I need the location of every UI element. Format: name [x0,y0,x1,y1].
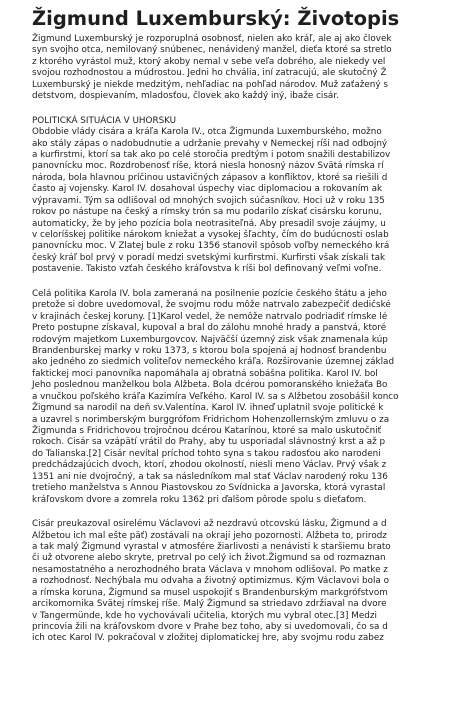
text-line: svojou rozhodnostou a múdrostou. Jedni ho chvália, iní zatracujú, ale skutočný Ž [32,68,387,79]
text-line: ich otec Karol IV. pokračoval v zložitej diplomatickej hre, aby svojmu rodu zabez [32,633,384,644]
text-line: a uzavrel s norimberským burggrófom Fridrichom Hohenzollernským zmluvu o za [32,414,390,425]
text-line: v Tangermünde, kde ho vychovávali učitelia, ktorých mu vybral otec.[3] Medzi [32,610,377,621]
text-line: výpravami. Tým sa odlišoval od mnohých svojich súčasníkov. Hoci už v roku 135 [32,195,385,206]
text-line: 1351 ani nie dvojročný, a tak sa následníkom mal stať Václav narodený roku 136 [32,471,388,482]
text-line: rokoch. Cisár sa vzápätí vrátil do Prahy, aby tu usporiadal slávnostný krst a až p [32,437,386,448]
text-line: Brandenburskej marky v roku 1373, s ktorou bola spojená aj hodnosť brandenbu [32,345,387,356]
text-line: Obdobie vlády cisára a kráľa Karola IV., otca Žigmunda Luxemburského, možno [32,127,382,138]
text-line: český kráľ bol prvý v poradí medzi svetskými kurfirstmi. Kurfirsti však získali tak [32,252,386,263]
text-line: princovia žili na kráľovskom dvore v Prahe bez toho, aby si uvedomovali, čo sa d [32,622,388,632]
paragraph-1 [32,127,450,276]
text-line: a rímska koruna, Žigmund sa musel uspokojiť s Brandenburským markgrófstvom [32,587,388,598]
text-line: nesamostatného a nerozhodného brata Václava v mnohom odlišoval. Po matke z [32,564,388,575]
text-line: Žigmunda s Fridrichovou trojročnou dcérou Katarínou, ktoré sa malo uskutočniť [32,426,382,436]
text-line: Luxemburský je niekde medzitým, nehľadiac na pohľad národov. Muž zaťažený s [32,79,388,90]
text-line: Žigmund Luxemburský je rozporuplná osobnosť, nielen ako kráľ, ale aj ako človek [32,34,392,44]
text-line: faktickej moci panovníka napomáhala aj obratná sobášna politika. Karol IV. bol [32,368,378,379]
text-line: postavenie. Takisto vzťah českého kráľovstva k ríši bol definovaný veľmi voľne. [32,264,382,275]
paragraph-gap [32,506,450,519]
intro-paragraph [32,34,450,103]
text-line: a tak malý Žigmund vyrastal v atmosfére žiarlivosti a nenávisti k staršiemu brato [32,541,391,552]
paragraph-3 [32,519,450,645]
text-line: syn svojho otca, nemilovaný snúbenec, nenávidený manžel, dieťa ktoré sa stretlo [32,45,392,56]
text-line: či už otvorene alebo skryte, pretrval po celý ich život.Žigmund sa od rozmaznan [32,553,386,564]
text-line: ako stály zápas o nadobudnutie a udržanie prevahy v Nemeckej ríši nad odbojný [32,138,388,149]
text-line: často aj vojensky. Karol IV. dosahoval úspechy viac diplomaciou a rokovaním ak [32,184,383,195]
text-line: do Talianska.[2] Cisár nevítal príchod tohto syna s takou radosťou ako narodeni [32,448,381,459]
text-line: Cisár preukazoval osirelému Václavovi až nezdravú otcovskú lásku, Žigmund a d [32,519,387,530]
text-line: automaticky, že by jeho pozícia bola neotrasiteľná. Aby presadil svoje záujmy, u [32,218,386,229]
text-line: Preto postupne získaval, kupoval a bral do zálohu mnohé hrady a panstvá, ktoré [32,323,387,334]
text-line: ako jedného zo siedmich voliteľov nemeckého kráľa. Rozširovanie územnej základ [32,357,395,368]
text-line: pretože si dobre uvedomoval, že svojmu rodu môže natrvalo zabezpečiť dedičské [32,300,391,311]
text-line: v krajinách českej koruny. [1]Karol vedel, že nemôže natrvalo podriadiť rímske lé [32,311,388,322]
text-line: a kurfirstmi, ktorí sa tak ako po celé storočia predtým i potom snažili destabilizov [32,149,391,160]
text-line: tretieho manželstva s Annou Piastovskou zo Svídnicka a Javorska, ktorá vyrastal [32,483,386,494]
text-line: arcikomornika Svätej rímskej ríše. Malý Žigmund sa striedavo zdržiaval na dvore [32,599,387,610]
article-body [32,34,450,645]
page-title: Žigmund Luxemburský: Životopis [32,7,400,30]
text-line: rodovým majetkom Luxemburgovcov. Najväčší územný zisk však znamenala kúp [32,334,388,345]
text-line: detstvom, dospievaním, mladosťou, človek ako každý iný, ibaže cisár. [32,91,339,102]
text-line: Alžbetou ich mal ešte päť) zostávali na okraji jeho pozornosti. Alžbeta to, prirodz [32,530,387,541]
text-line: a vnučkou poľského kráľa Kazimíra Veľkého. Karol IV. sa s Alžbetou zosobášil konco [32,391,399,402]
paragraph-gap [32,276,450,289]
text-line: Žigmund sa narodil na deň sv.Valentína. Karol IV. ihneď uplatnil svoje politické k [32,403,384,414]
text-line: panovnícku moc. Rozdrobenosť ríše, ktorá niesla honosný názov Svätá rímska rí [32,161,384,172]
paragraph-2 [32,289,450,506]
text-line: kráľovskom dvore a zomrela roku 1362 pri ďalšom pôrode spolu s dieťaťom. [32,494,367,505]
text-line: z ktorého vyrástol muž, ktorý akoby nemal v sebe veľa dobrého, ale niekedy vel [32,56,386,67]
text-line: panovnícku moc. V Zlatej bule z roku 1356 stanovil spôsob voľby nemeckého krá [32,241,390,252]
text-line: Celá politika Karola IV. bola zameraná na posilnenie pozície českého štátu a jeho [32,288,387,299]
text-line: národa, bola hlavnou príčinou ustavičných zápasov a konfliktov, ktoré sa riešili d [32,172,388,183]
text-line: rokov po nástupe na český a rímsky trón sa mu podarilo získať cisársku korunu, [32,207,382,218]
text-line: Jeho poslednou manželkou bola Alžbeta. Bola dcérou pomoranského kniežaťa Bo [32,380,388,391]
text-line: predchádzajúcich dvoch, ktorí, zhodou okolností, niesli meno Václav. Prvý však z [32,460,387,471]
text-line: v celoríšskej politike nárokom kniežat a vysokej šľachty, čím do budúcnosti oslab [32,230,389,240]
paragraph-gap [32,103,450,116]
section-heading: POLITICKÁ SITUÁCIA V UHORSKU [32,115,177,126]
text-line: a rozhodnosť. Nechýbala mu odvaha a životný optimizmus. Kým Václavovi bola o [32,576,389,587]
